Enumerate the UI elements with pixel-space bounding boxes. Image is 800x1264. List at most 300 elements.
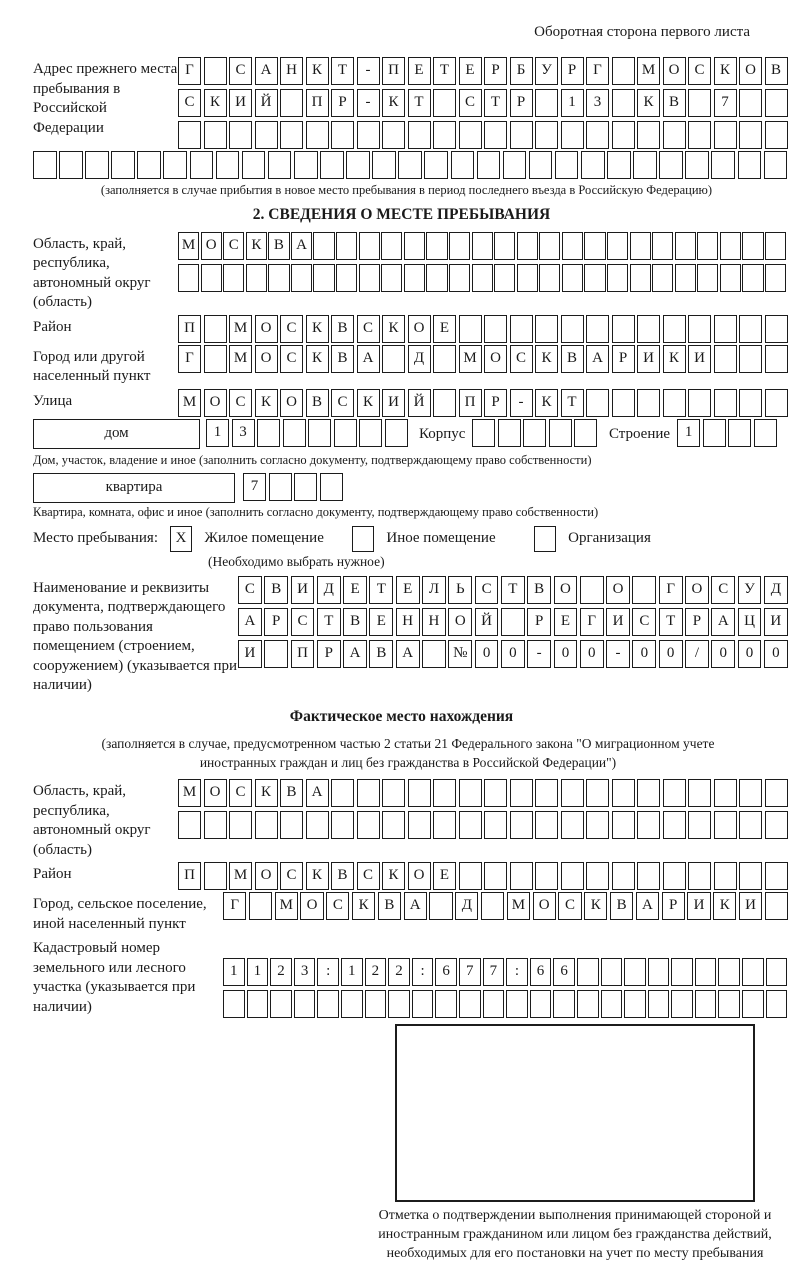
char-cell bbox=[711, 151, 735, 179]
char-cell bbox=[718, 958, 740, 986]
char-cell: С bbox=[229, 57, 252, 85]
char-cell: 1 bbox=[223, 958, 245, 986]
confirmation-mark-box bbox=[395, 1024, 755, 1202]
char-cell: А bbox=[238, 608, 262, 636]
char-cell: 1 bbox=[677, 419, 700, 447]
char-cell: И bbox=[739, 892, 762, 920]
char-cell bbox=[624, 958, 646, 986]
char-cell bbox=[280, 89, 303, 117]
char-cell bbox=[280, 121, 303, 149]
char-cell: Н bbox=[280, 57, 303, 85]
char-cell bbox=[586, 121, 609, 149]
char-cell bbox=[739, 779, 762, 807]
char-cell bbox=[671, 958, 693, 986]
char-cell: Т bbox=[317, 608, 341, 636]
char-cell bbox=[472, 264, 493, 292]
char-cell bbox=[612, 89, 635, 117]
char-cell bbox=[223, 990, 245, 1018]
char-cell bbox=[765, 892, 788, 920]
char-cell bbox=[178, 264, 199, 292]
char-cell bbox=[412, 990, 434, 1018]
char-cell bbox=[357, 121, 380, 149]
page-side-note: Оборотная сторона первого листа bbox=[534, 24, 750, 40]
char-cell: О bbox=[663, 57, 686, 85]
char-cell: 7 bbox=[483, 958, 505, 986]
char-cell bbox=[426, 264, 447, 292]
char-cell bbox=[223, 264, 244, 292]
char-cell bbox=[483, 990, 505, 1018]
previous-address-rows bbox=[178, 57, 790, 149]
char-cell bbox=[484, 862, 507, 890]
char-cell bbox=[561, 811, 584, 839]
char-cell: Г bbox=[178, 57, 201, 85]
house-caption: Дом, участок, владение и иное (заполнить согласно документу, подтверждающему право собственности) bbox=[33, 452, 592, 467]
char-cell bbox=[612, 121, 635, 149]
previous-address-caption: (заполняется в случае прибытия в новое место пребывания в период последнего въезда в Российскую Федерацию) bbox=[100, 183, 713, 197]
char-cell bbox=[283, 419, 306, 447]
char-cell: М bbox=[229, 315, 252, 343]
char-cell bbox=[688, 89, 711, 117]
char-cell bbox=[59, 151, 83, 179]
char-cell bbox=[607, 264, 628, 292]
char-cell: К bbox=[382, 89, 405, 117]
char-cell: М bbox=[178, 779, 201, 807]
actual-city-row bbox=[223, 892, 791, 920]
char-cell: С bbox=[178, 89, 201, 117]
char-cell bbox=[586, 389, 609, 417]
char-cell bbox=[720, 264, 741, 292]
char-cell bbox=[484, 121, 507, 149]
char-cell: 0 bbox=[554, 640, 578, 668]
char-cell: И bbox=[688, 345, 711, 373]
char-cell bbox=[408, 811, 431, 839]
char-cell bbox=[714, 389, 737, 417]
char-cell: А bbox=[396, 640, 420, 668]
char-cell: О bbox=[484, 345, 507, 373]
char-cell: С bbox=[229, 389, 252, 417]
confirmation-caption: Отметка о подтверждении выполнения принимающей стороной и иностранным гражданином или лицом без гражданства действий, необходимых для его постановки на учет по месту пребывания bbox=[378, 1208, 772, 1261]
char-cell bbox=[242, 151, 266, 179]
char-cell: О bbox=[280, 389, 303, 417]
char-cell: Н bbox=[422, 608, 446, 636]
char-cell bbox=[484, 779, 507, 807]
char-cell bbox=[714, 779, 737, 807]
char-cell bbox=[334, 419, 357, 447]
stay-type-option-residential: Жилое помещение bbox=[204, 530, 324, 547]
char-cell: Г bbox=[178, 345, 201, 373]
char-cell: Е bbox=[408, 57, 431, 85]
region-row-1 bbox=[178, 232, 790, 260]
char-cell: И bbox=[687, 892, 710, 920]
char-cell bbox=[671, 990, 693, 1018]
actual-region-label: Область, край, республика, автономный округ (область) bbox=[33, 783, 151, 858]
char-cell: 6 bbox=[435, 958, 457, 986]
char-cell bbox=[765, 779, 788, 807]
char-cell bbox=[765, 389, 788, 417]
char-cell bbox=[137, 151, 161, 179]
char-cell bbox=[472, 419, 495, 447]
char-cell bbox=[663, 315, 686, 343]
char-cell bbox=[459, 811, 482, 839]
char-cell: В bbox=[331, 315, 354, 343]
char-cell: Т bbox=[659, 608, 683, 636]
char-cell bbox=[510, 811, 533, 839]
char-cell bbox=[663, 779, 686, 807]
char-cell bbox=[382, 345, 405, 373]
char-cell: С bbox=[229, 779, 252, 807]
char-cell: Г bbox=[223, 892, 246, 920]
previous-address-row-3 bbox=[178, 121, 790, 149]
char-cell: А bbox=[255, 57, 278, 85]
char-cell: 0 bbox=[501, 640, 525, 668]
char-cell: 6 bbox=[553, 958, 575, 986]
char-cell: В bbox=[331, 862, 354, 890]
previous-address-row-1 bbox=[178, 57, 790, 85]
char-cell bbox=[612, 315, 635, 343]
char-cell bbox=[630, 264, 651, 292]
char-cell bbox=[586, 862, 609, 890]
char-cell bbox=[341, 990, 363, 1018]
char-cell: 3 bbox=[586, 89, 609, 117]
char-cell bbox=[404, 264, 425, 292]
char-cell: В bbox=[610, 892, 633, 920]
street-label: Улица bbox=[33, 392, 73, 409]
char-cell: У bbox=[535, 57, 558, 85]
char-cell bbox=[449, 264, 470, 292]
char-cell: В bbox=[264, 576, 288, 604]
char-cell bbox=[539, 264, 560, 292]
char-cell: - bbox=[510, 389, 533, 417]
char-cell bbox=[280, 811, 303, 839]
char-cell bbox=[703, 419, 726, 447]
char-cell bbox=[739, 389, 762, 417]
char-cell: К bbox=[306, 315, 329, 343]
section2-title: 2. СВЕДЕНИЯ О МЕСТЕ ПРЕБЫВАНИЯ bbox=[252, 205, 551, 223]
char-cell: С bbox=[459, 89, 482, 117]
char-cell: Р bbox=[317, 640, 341, 668]
char-cell bbox=[688, 315, 711, 343]
char-cell: 1 bbox=[341, 958, 363, 986]
char-cell: Т bbox=[501, 576, 525, 604]
char-cell bbox=[494, 264, 515, 292]
actual-location-title: Фактическое место нахождения bbox=[289, 707, 514, 725]
char-cell: М bbox=[275, 892, 298, 920]
char-cell bbox=[408, 779, 431, 807]
street-row bbox=[178, 389, 790, 417]
char-cell bbox=[426, 232, 447, 260]
char-cell: Т bbox=[331, 57, 354, 85]
char-cell: Р bbox=[264, 608, 288, 636]
char-cell: Л bbox=[422, 576, 446, 604]
char-cell bbox=[249, 892, 272, 920]
char-cell: С bbox=[510, 345, 533, 373]
char-cell: / bbox=[685, 640, 709, 668]
char-cell: Б bbox=[510, 57, 533, 85]
char-cell: 2 bbox=[388, 958, 410, 986]
char-cell: У bbox=[738, 576, 762, 604]
char-cell: К bbox=[663, 345, 686, 373]
city-row bbox=[178, 345, 790, 373]
district-label: Район bbox=[33, 318, 72, 335]
stay-type-label: Место пребывания: bbox=[33, 530, 158, 547]
char-cell bbox=[477, 151, 501, 179]
stay-type-option-other: Иное помещение bbox=[386, 530, 496, 547]
char-cell bbox=[754, 419, 777, 447]
char-cell bbox=[637, 779, 660, 807]
char-cell bbox=[510, 315, 533, 343]
char-cell bbox=[111, 151, 135, 179]
char-cell bbox=[742, 232, 763, 260]
char-cell: С bbox=[632, 608, 656, 636]
char-cell: К bbox=[535, 389, 558, 417]
korpus-label: Корпус bbox=[419, 425, 466, 442]
char-cell bbox=[637, 315, 660, 343]
char-cell: 3 bbox=[232, 419, 255, 447]
char-cell: - bbox=[606, 640, 630, 668]
char-cell: К bbox=[255, 389, 278, 417]
char-cell bbox=[607, 151, 631, 179]
char-cell: В bbox=[663, 89, 686, 117]
char-cell: К bbox=[306, 862, 329, 890]
document-label: Наименование и реквизиты документа, подтверждающего право пользования помещением (строением, сооружением) (указывается при наличии) bbox=[33, 579, 238, 694]
char-cell bbox=[765, 121, 788, 149]
char-cell bbox=[204, 811, 227, 839]
char-cell bbox=[313, 264, 334, 292]
char-cell: Д bbox=[317, 576, 341, 604]
char-cell bbox=[612, 779, 635, 807]
char-cell: Т bbox=[561, 389, 584, 417]
actual-region-row-1 bbox=[178, 779, 790, 807]
apartment-row bbox=[33, 473, 790, 503]
char-cell: С bbox=[711, 576, 735, 604]
char-cell bbox=[553, 990, 575, 1018]
char-cell bbox=[459, 121, 482, 149]
char-cell: О bbox=[204, 389, 227, 417]
char-cell bbox=[85, 151, 109, 179]
char-cell: 7 bbox=[243, 473, 266, 501]
char-cell bbox=[624, 990, 646, 1018]
char-cell: О bbox=[685, 576, 709, 604]
char-cell: Д bbox=[764, 576, 788, 604]
char-cell bbox=[765, 264, 786, 292]
char-cell: С bbox=[280, 862, 303, 890]
previous-address-label: Адрес прежнего места пребывания в Российской Федерации bbox=[33, 61, 178, 136]
stay-type-row bbox=[33, 526, 790, 552]
char-cell: 0 bbox=[580, 640, 604, 668]
char-cell bbox=[331, 811, 354, 839]
char-cell bbox=[739, 89, 762, 117]
char-cell bbox=[714, 121, 737, 149]
char-cell bbox=[424, 151, 448, 179]
char-cell: : bbox=[506, 958, 528, 986]
char-cell: А bbox=[357, 345, 380, 373]
char-cell: Е bbox=[554, 608, 578, 636]
char-cell bbox=[459, 990, 481, 1018]
char-cell bbox=[720, 232, 741, 260]
char-cell: И bbox=[291, 576, 315, 604]
char-cell: А bbox=[636, 892, 659, 920]
char-cell bbox=[313, 232, 334, 260]
char-cell bbox=[652, 264, 673, 292]
char-cell: С bbox=[291, 608, 315, 636]
char-cell: И bbox=[606, 608, 630, 636]
char-cell: И bbox=[764, 608, 788, 636]
char-cell: Д bbox=[455, 892, 478, 920]
char-cell: С bbox=[357, 315, 380, 343]
char-cell: П bbox=[178, 315, 201, 343]
char-cell bbox=[659, 151, 683, 179]
char-cell bbox=[433, 121, 456, 149]
char-cell bbox=[308, 419, 331, 447]
char-cell bbox=[459, 315, 482, 343]
char-cell: 2 bbox=[270, 958, 292, 986]
char-cell bbox=[534, 526, 556, 552]
char-cell: О bbox=[533, 892, 556, 920]
char-cell bbox=[688, 121, 711, 149]
region-row-2 bbox=[178, 264, 790, 292]
char-cell: 1 bbox=[206, 419, 229, 447]
char-cell bbox=[247, 990, 269, 1018]
previous-address-row-2 bbox=[178, 89, 790, 117]
char-cell bbox=[204, 57, 227, 85]
actual-city-label: Город, сельское поселение, иной населенный пункт bbox=[33, 896, 207, 932]
char-cell: М bbox=[178, 232, 199, 260]
char-cell bbox=[484, 811, 507, 839]
char-cell bbox=[765, 315, 788, 343]
char-cell bbox=[728, 419, 751, 447]
char-cell bbox=[264, 640, 288, 668]
char-cell bbox=[601, 958, 623, 986]
char-cell bbox=[742, 958, 764, 986]
char-cell: К bbox=[382, 862, 405, 890]
document-row-3 bbox=[238, 640, 790, 668]
char-cell bbox=[738, 151, 762, 179]
char-cell bbox=[336, 264, 357, 292]
char-cell bbox=[739, 345, 762, 373]
char-cell: : bbox=[412, 958, 434, 986]
char-cell: 7 bbox=[714, 89, 737, 117]
char-cell bbox=[539, 232, 560, 260]
char-cell: Р bbox=[612, 345, 635, 373]
char-cell bbox=[612, 811, 635, 839]
char-cell: В bbox=[378, 892, 401, 920]
house-cells bbox=[206, 419, 410, 447]
char-cell: О bbox=[255, 315, 278, 343]
char-cell bbox=[255, 811, 278, 839]
char-cell: Ц bbox=[738, 608, 762, 636]
char-cell: К bbox=[535, 345, 558, 373]
char-cell bbox=[449, 232, 470, 260]
char-cell: Т bbox=[369, 576, 393, 604]
char-cell: П bbox=[306, 89, 329, 117]
char-cell bbox=[764, 151, 788, 179]
char-cell bbox=[766, 958, 788, 986]
char-cell bbox=[268, 264, 289, 292]
char-cell bbox=[561, 779, 584, 807]
char-cell: О bbox=[204, 779, 227, 807]
char-cell bbox=[204, 345, 227, 373]
char-cell bbox=[408, 121, 431, 149]
document-row-2 bbox=[238, 608, 790, 636]
char-cell: О bbox=[554, 576, 578, 604]
char-cell bbox=[422, 640, 446, 668]
char-cell: П bbox=[382, 57, 405, 85]
char-cell: Е bbox=[433, 315, 456, 343]
cadastre-block bbox=[33, 936, 790, 1018]
char-cell bbox=[561, 862, 584, 890]
char-cell bbox=[433, 389, 456, 417]
char-cell bbox=[577, 958, 599, 986]
char-cell: П bbox=[178, 862, 201, 890]
char-cell bbox=[765, 89, 788, 117]
char-cell bbox=[718, 990, 740, 1018]
char-cell: С bbox=[475, 576, 499, 604]
char-cell bbox=[549, 419, 572, 447]
char-cell bbox=[357, 811, 380, 839]
street-block bbox=[33, 389, 790, 417]
char-cell bbox=[714, 315, 737, 343]
cadastre-label: Кадастровый номер земельного или лесного участка (указывается при наличии) bbox=[33, 940, 196, 1015]
char-cell: Т bbox=[484, 89, 507, 117]
char-cell: А bbox=[306, 779, 329, 807]
char-cell: О bbox=[606, 576, 630, 604]
char-cell bbox=[382, 779, 405, 807]
char-cell: С bbox=[688, 57, 711, 85]
char-cell bbox=[695, 958, 717, 986]
char-cell bbox=[433, 89, 456, 117]
char-cell bbox=[637, 862, 660, 890]
apartment-cells bbox=[243, 473, 345, 501]
actual-city-block bbox=[33, 892, 790, 934]
char-cell bbox=[433, 811, 456, 839]
char-cell: Й bbox=[255, 89, 278, 117]
region-block bbox=[33, 232, 790, 313]
char-cell: К bbox=[584, 892, 607, 920]
char-cell bbox=[765, 811, 788, 839]
char-cell: 0 bbox=[632, 640, 656, 668]
char-cell: О bbox=[255, 862, 278, 890]
char-cell: 6 bbox=[530, 958, 552, 986]
char-cell: 0 bbox=[764, 640, 788, 668]
char-cell bbox=[688, 389, 711, 417]
char-cell bbox=[204, 121, 227, 149]
char-cell: В bbox=[306, 389, 329, 417]
char-cell bbox=[204, 862, 227, 890]
char-cell: С bbox=[357, 862, 380, 890]
char-cell bbox=[510, 862, 533, 890]
char-cell bbox=[216, 151, 240, 179]
char-cell bbox=[739, 121, 762, 149]
actual-district-block bbox=[33, 862, 790, 890]
char-cell: Й bbox=[475, 608, 499, 636]
char-cell bbox=[581, 151, 605, 179]
char-cell: Е bbox=[343, 576, 367, 604]
char-cell bbox=[381, 264, 402, 292]
char-cell bbox=[294, 151, 318, 179]
char-cell: - bbox=[527, 640, 551, 668]
char-cell bbox=[385, 419, 408, 447]
actual-region-row-2 bbox=[178, 811, 790, 839]
char-cell bbox=[535, 89, 558, 117]
char-cell bbox=[535, 779, 558, 807]
char-cell bbox=[612, 57, 635, 85]
char-cell bbox=[481, 892, 504, 920]
char-cell bbox=[584, 264, 605, 292]
char-cell: В bbox=[331, 345, 354, 373]
char-cell bbox=[320, 151, 344, 179]
char-cell bbox=[501, 608, 525, 636]
char-cell: К bbox=[357, 389, 380, 417]
